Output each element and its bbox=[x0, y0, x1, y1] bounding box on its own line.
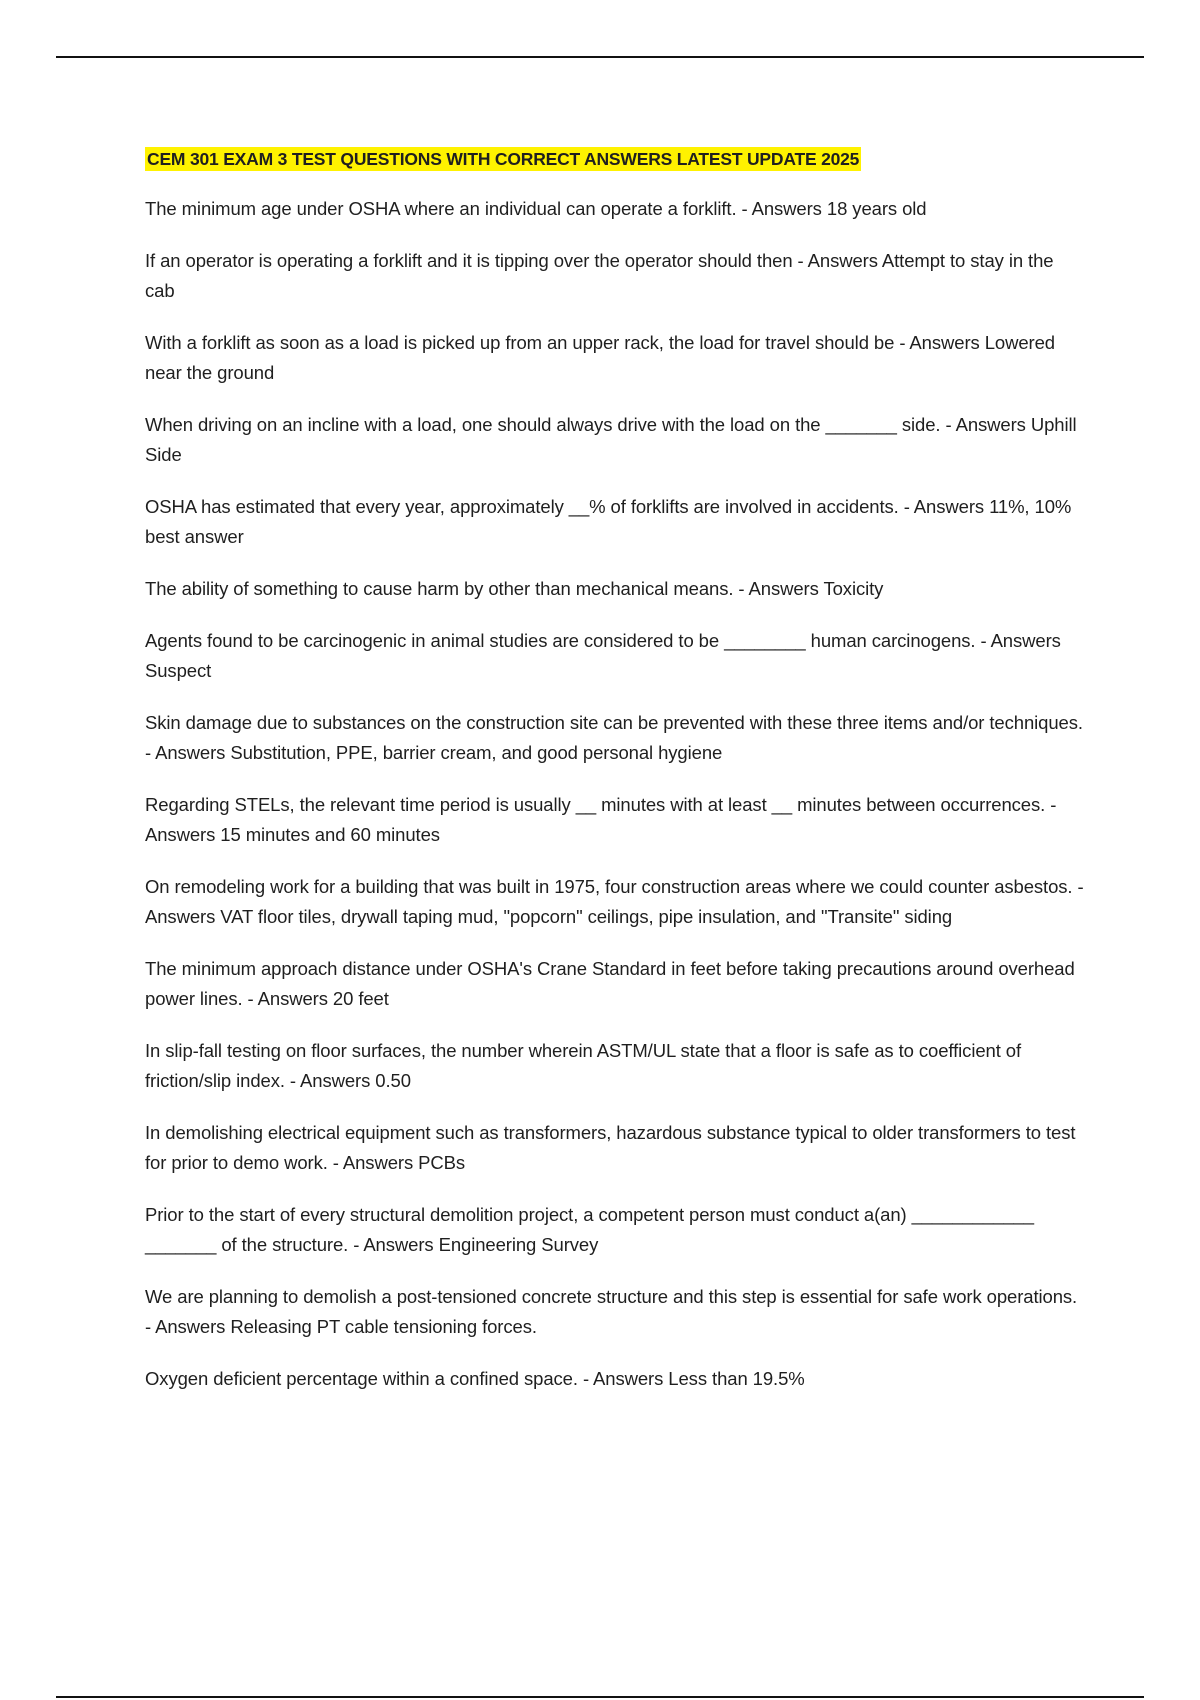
footer-rule bbox=[56, 1696, 1144, 1698]
qa-item: On remodeling work for a building that was built in 1975, four construction areas where we could counter asbestos. - Answers VAT floor tiles, drywall taping mud, "popcorn" ceilings, pipe insulation, and "Transite" siding bbox=[145, 876, 1084, 927]
qa-item: Oxygen deficient percentage within a confined space. - Answers Less than 19.5% bbox=[145, 1368, 805, 1389]
qa-item: In demolishing electrical equipment such as transformers, hazardous substance typical to older transformers to test for prior to demo work. - Answers PCBs bbox=[145, 1122, 1076, 1173]
qa-item: The minimum approach distance under OSHA's Crane Standard in feet before taking precautions around overhead power lines. - Answers 20 feet bbox=[145, 958, 1075, 1009]
qa-item: The ability of something to cause harm by other than mechanical means. - Answers Toxicity bbox=[145, 578, 884, 599]
qa-item: Regarding STELs, the relevant time period is usually __ minutes with at least __ minutes between occurrences. - Answers 15 minutes and 60 minutes bbox=[145, 794, 1057, 845]
header-rule bbox=[56, 56, 1144, 58]
qa-list bbox=[145, 194, 1085, 1394]
qa-item: We are planning to demolish a post-tensioned concrete structure and this step is essential for safe work operations. - Answers Releasing PT cable tensioning forces. bbox=[145, 1286, 1078, 1337]
qa-item: OSHA has estimated that every year, approximately __% of forklifts are involved in accidents. - Answers 11%, 10% best answer bbox=[145, 496, 1072, 547]
qa-item: In slip-fall testing on floor surfaces, the number wherein ASTM/UL state that a floor is safe as to coefficient of friction/slip index. - Answers 0.50 bbox=[145, 1040, 1022, 1091]
qa-item: With a forklift as soon as a load is picked up from an upper rack, the load for travel should be - Answers Lowered near the ground bbox=[145, 332, 1055, 383]
title-line bbox=[145, 144, 1085, 174]
qa-item: When driving on an incline with a load, one should always drive with the load on the _______ side. - Answers Uphill Side bbox=[145, 414, 1077, 465]
qa-item: If an operator is operating a forklift and it is tipping over the operator should then - Answers Attempt to stay in the cab bbox=[145, 250, 1054, 301]
qa-item: The minimum age under OSHA where an individual can operate a forklift. - Answers 18 years old bbox=[145, 198, 927, 219]
qa-item: Skin damage due to substances on the construction site can be prevented with these three items and/or techniques. - Answers Substitution, PPE, barrier cream, and good personal hygiene bbox=[145, 712, 1083, 763]
qa-item: Agents found to be carcinogenic in animal studies are considered to be ________ human carcinogens. - Answers Suspect bbox=[145, 630, 1061, 681]
document-body bbox=[145, 144, 1085, 1416]
document-title: CEM 301 EXAM 3 TEST QUESTIONS WITH CORRECT ANSWERS LATEST UPDATE 2025 bbox=[147, 149, 860, 169]
qa-item: Prior to the start of every structural demolition project, a competent person must conduct a(an) ____________ _______ of the structure. - Answers Engineering Survey bbox=[145, 1204, 1034, 1255]
